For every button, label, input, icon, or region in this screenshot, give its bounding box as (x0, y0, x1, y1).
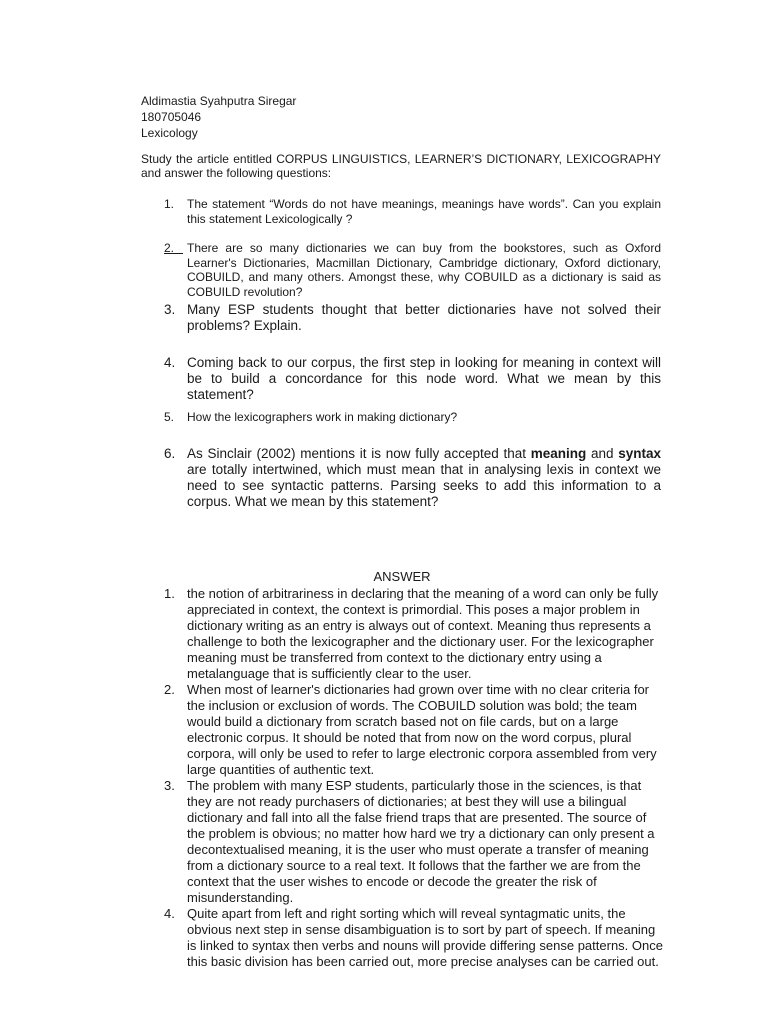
question-number: 1. (164, 197, 175, 211)
question-number: 2. (164, 241, 186, 256)
question-number: 3. (164, 302, 176, 317)
student-header (141, 93, 296, 141)
question-2 (164, 241, 661, 299)
question-5 (164, 410, 661, 425)
answer-number: 3. (164, 778, 175, 793)
question-text: The statement “Words do not have meanings, meanings have words”. Can you explain this statement Lexicologically ? (187, 197, 661, 226)
course-name: Lexicology (141, 126, 198, 140)
answer-number: 1. (164, 586, 175, 601)
answer-list (164, 586, 664, 970)
question-number: 6. (164, 446, 176, 461)
bold-term-meaning: meaning (530, 446, 587, 461)
question-4 (164, 355, 661, 403)
answer-number: 4. (164, 906, 175, 921)
question-text: Many ESP students thought that better dictionaries have not solved their problems? Explain. (187, 302, 661, 333)
question-number: 5. (164, 410, 175, 424)
answer-text: When most of learner's dictionaries had grown over time with no clear criteria for the inclusion or exclusion of words. The COBUILD solution was bold; the team would build a dictionary from scratch based not on file cards, but on a large electronic corpus. It should be noted that from now on the word corpus, plural corpora, will only be used to refer to large electronic corpora assembled from very large quantities of authentic text. (187, 682, 657, 777)
question-6 (164, 446, 661, 510)
question-1 (164, 197, 661, 226)
question-number: 4. (164, 355, 176, 370)
answer-heading: ANSWER (373, 569, 431, 584)
answer-1 (164, 586, 664, 682)
student-id: 180705046 (141, 110, 202, 124)
answer-4 (164, 906, 664, 970)
answer-number: 2. (164, 682, 175, 697)
question-3 (164, 302, 661, 334)
question-text: How the lexicographers work in making dictionary? (187, 410, 458, 424)
question-text: There are so many dictionaries we can buy from the bookstores, such as Oxford Learner's Dictionaries, Macmillan Dictionary, Cambridge dictionary, Oxford dictionary, COBUILD, and many others. Amongst these, why COBUILD as a dictionary is said as COBUILD revolution? (187, 241, 661, 299)
answer-text: Quite apart from left and right sorting which will reveal syntagmatic units, the obvious next step in sense disambiguation is to sort by part of speech. If meaning is linked to syntax then verbs and nouns will provide differing sense patterns. Once this basic division has been carried out, more precise analyses can be carried out. (187, 906, 663, 969)
answer-text: The problem with many ESP students, particularly those in the sciences, is that they are not ready purchasers of dictionaries; at best they will use a bilingual dictionary and fall into all the false friend traps that are presented. The source of the problem is obvious; no matter how hard we try a dictionary can only present a decontextualised meaning, it is the user who must operate a transfer of meaning from a dictionary source to a real text. It follows that the farther we are from the context that the user wishes to encode or decode the greater the risk of misunderstanding. (187, 778, 655, 905)
question-text: Coming back to our corpus, the first step in looking for meaning in context will be to build a concordance for this node word. What we mean by this statement? (187, 355, 661, 402)
answer-text: the notion of arbitrariness in declaring that the meaning of a word can only be fully appreciated in context, the context is primordial. This poses a major problem in dictionary writing as an entry is always out of context. Meaning thus represents a challenge to both the lexicographer and the dictionary user. For the lexicographer meaning must be transferred from context to the dictionary entry using a metalanguage that is sufficiently clear to the user. (187, 586, 659, 681)
answer-2 (164, 682, 664, 778)
bold-term-syntax: syntax (618, 446, 661, 461)
instructions: Study the article entitled CORPUS LINGUISTICS, LEARNER’S DICTIONARY, LEXICOGRAPHY and answer the following questions: (141, 152, 661, 180)
student-name: Aldimastia Syahputra Siregar (141, 94, 297, 108)
question-text: As Sinclair (2002) mentions it is now fully accepted that meaning and syntax are totally intertwined, which must mean that in analysing lexis in context we need to see syntactic patterns. Parsing seeks to add this information to a corpus. What we mean by this statement? (187, 446, 661, 509)
answer-3 (164, 778, 664, 906)
